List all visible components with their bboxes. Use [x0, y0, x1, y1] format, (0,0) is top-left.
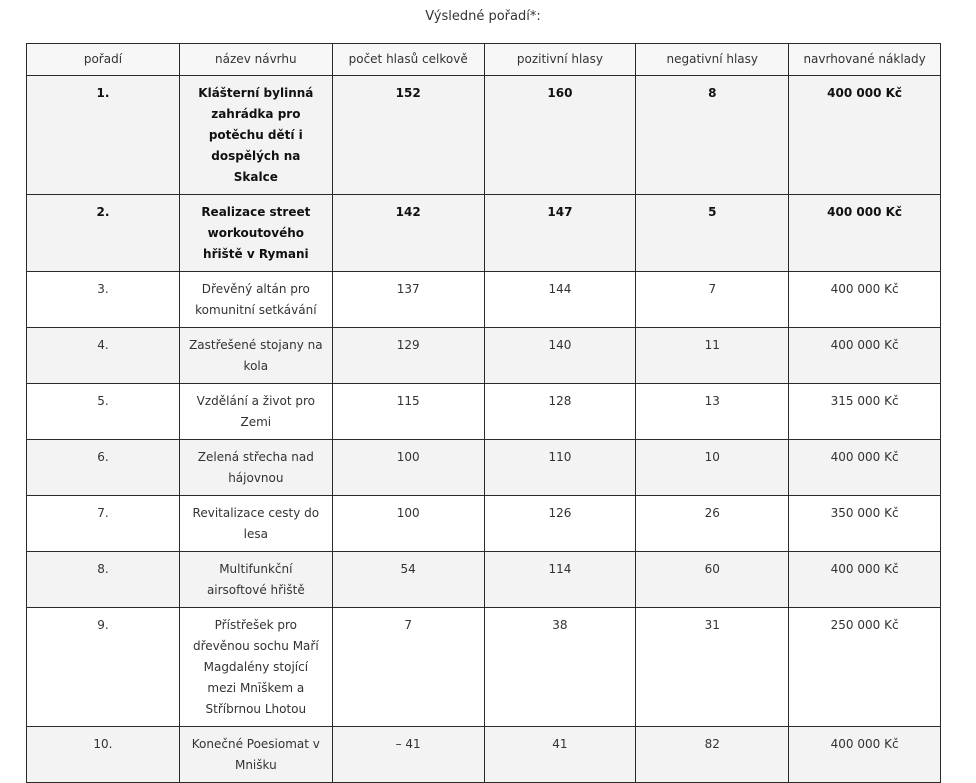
column-header-rank: pořadí [27, 44, 180, 76]
positive-cell: 126 [484, 496, 636, 552]
name-cell: Přístřešek pro dřevěnou sochu Maří Magdalény stojící mezi Mnīškem a Stříbrnou Lhotou [179, 608, 332, 727]
table-row [27, 384, 941, 440]
table-row [27, 272, 941, 328]
name-cell: Konečné Poesiomat v Mnišku [179, 727, 332, 783]
total-cell: 100 [332, 496, 484, 552]
cost-cell: 400 000 Kč [789, 440, 941, 496]
column-header-positive-votes: pozitivní hlasy [484, 44, 636, 76]
table-row [27, 608, 941, 727]
positive-cell: 41 [484, 727, 636, 783]
results-table [26, 43, 941, 783]
cost-cell: 250 000 Kč [789, 608, 941, 727]
table-row [27, 440, 941, 496]
table-row [27, 552, 941, 608]
cost-cell: 400 000 Kč [789, 195, 941, 272]
name-cell: Klášterní bylinná zahrádka pro potěchu dětí i dospělých na Skalce [179, 76, 332, 195]
negative-cell: 31 [636, 608, 789, 727]
cost-cell: 400 000 Kč [789, 272, 941, 328]
column-header-total-votes: počet hlasů celkově [332, 44, 484, 76]
negative-cell: 5 [636, 195, 789, 272]
header-row [27, 44, 941, 76]
column-header-name: název návrhu [179, 44, 332, 76]
positive-cell: 160 [484, 76, 636, 195]
positive-cell: 140 [484, 328, 636, 384]
positive-cell: 38 [484, 608, 636, 727]
column-header-negative-votes: negativní hlasy [636, 44, 789, 76]
table-row [27, 328, 941, 384]
positive-cell: 114 [484, 552, 636, 608]
cost-cell: 315 000 Kč [789, 384, 941, 440]
total-cell: 142 [332, 195, 484, 272]
table-row [27, 195, 941, 272]
name-cell: Revitalizace cesty do lesa [179, 496, 332, 552]
negative-cell: 11 [636, 328, 789, 384]
table-row [27, 76, 941, 195]
total-cell: 152 [332, 76, 484, 195]
negative-cell: 60 [636, 552, 789, 608]
positive-cell: 110 [484, 440, 636, 496]
table-row [27, 727, 941, 783]
rank-cell: 5. [27, 384, 180, 440]
name-cell: Multifunkční airsoftové hřiště [179, 552, 332, 608]
results-caption: Výsledné pořadí*: [425, 9, 541, 24]
table-row [27, 496, 941, 552]
cost-cell: 400 000 Kč [789, 76, 941, 195]
positive-cell: 147 [484, 195, 636, 272]
total-cell: 100 [332, 440, 484, 496]
name-cell: Zastřešené stojany na kola [179, 328, 332, 384]
name-cell: Dřevěný altán pro komunitní setkávání [179, 272, 332, 328]
positive-cell: 128 [484, 384, 636, 440]
total-cell: 137 [332, 272, 484, 328]
negative-cell: 8 [636, 76, 789, 195]
cost-cell: 350 000 Kč [789, 496, 941, 552]
rank-cell: 6. [27, 440, 180, 496]
name-cell: Zelená střecha nad hájovnou [179, 440, 332, 496]
column-header-cost: navrhované náklady [789, 44, 941, 76]
negative-cell: 26 [636, 496, 789, 552]
total-cell: 7 [332, 608, 484, 727]
negative-cell: 7 [636, 272, 789, 328]
name-cell: Vzdělání a život pro Zemi [179, 384, 332, 440]
negative-cell: 82 [636, 727, 789, 783]
rank-cell: 9. [27, 608, 180, 727]
rank-cell: 2. [27, 195, 180, 272]
negative-cell: 13 [636, 384, 789, 440]
total-cell: 54 [332, 552, 484, 608]
rank-cell: 3. [27, 272, 180, 328]
rank-cell: 1. [27, 76, 180, 195]
rank-cell: 4. [27, 328, 180, 384]
rank-cell: 10. [27, 727, 180, 783]
total-cell: 129 [332, 328, 484, 384]
positive-cell: 144 [484, 272, 636, 328]
cost-cell: 400 000 Kč [789, 552, 941, 608]
negative-cell: 10 [636, 440, 789, 496]
name-cell: Realizace street workoutového hřiště v Rymani [179, 195, 332, 272]
total-cell: 115 [332, 384, 484, 440]
rank-cell: 8. [27, 552, 180, 608]
rank-cell: 7. [27, 496, 180, 552]
cost-cell: 400 000 Kč [789, 328, 941, 384]
total-cell: – 41 [332, 727, 484, 783]
cost-cell: 400 000 Kč [789, 727, 941, 783]
